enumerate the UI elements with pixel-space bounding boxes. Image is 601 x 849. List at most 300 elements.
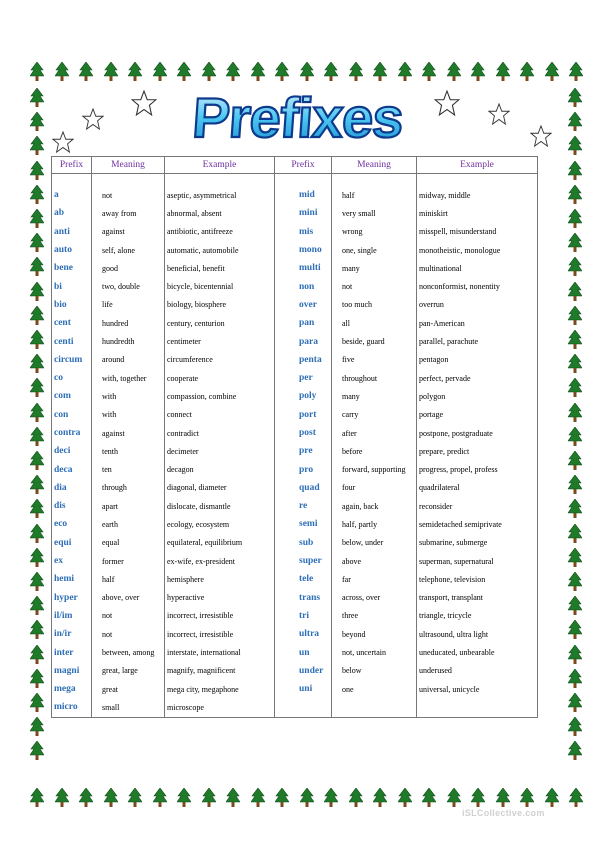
example-cell: superman, supernatural <box>417 552 538 570</box>
tree-icon <box>568 136 582 156</box>
prefix-cell: mini <box>275 204 332 222</box>
example-cell: century, centurion <box>165 314 275 332</box>
example-cell: underused <box>417 662 538 680</box>
tree-icon <box>520 62 534 82</box>
prefix-cell: hyper <box>52 589 92 607</box>
prefix-cell: re <box>275 497 332 515</box>
prefix-cell: micro <box>52 698 92 717</box>
tree-icon <box>568 233 582 253</box>
prefix-cell: mid <box>275 186 332 204</box>
tree-icon <box>55 788 69 808</box>
prefix-cell: il/im <box>52 607 92 625</box>
tree-icon <box>398 62 412 82</box>
table-row <box>52 204 538 222</box>
meaning-cell: life <box>92 296 165 314</box>
tree-icon <box>30 209 44 229</box>
tree-icon <box>569 788 583 808</box>
table-row <box>52 552 538 570</box>
prefix-cell: hemi <box>52 570 92 588</box>
tree-icon <box>30 161 44 181</box>
example-cell: circumference <box>165 351 275 369</box>
tree-icon <box>79 788 93 808</box>
meaning-cell: around <box>92 351 165 369</box>
table-row <box>52 662 538 680</box>
meaning-cell: good <box>92 259 165 277</box>
meaning-cell: wrong <box>332 223 417 241</box>
example-cell: cooperate <box>165 369 275 387</box>
prefix-cell: port <box>275 406 332 424</box>
example-cell: uneducated, unbearable <box>417 643 538 661</box>
tree-icon <box>202 788 216 808</box>
tree-icon <box>422 62 436 82</box>
example-cell: monotheistic, monologue <box>417 241 538 259</box>
tree-icon <box>30 233 44 253</box>
tree-icon <box>568 596 582 616</box>
example-cell: telephone, television <box>417 570 538 588</box>
prefix-cell: post <box>275 424 332 442</box>
star-icon <box>52 131 74 158</box>
tree-icon <box>568 257 582 277</box>
meaning-cell: below, under <box>332 534 417 552</box>
prefix-cell: bi <box>52 277 92 295</box>
table-row <box>52 332 538 350</box>
tree-icon <box>30 451 44 471</box>
example-cell: portage <box>417 406 538 424</box>
example-cell: dislocate, dismantle <box>165 497 275 515</box>
prefix-cell: un <box>275 643 332 661</box>
svg-text:Prefixes: Prefixes <box>190 86 405 149</box>
example-cell: universal, unicycle <box>417 680 538 698</box>
table-row <box>52 369 538 387</box>
example-cell: midway, middle <box>417 186 538 204</box>
star-icon <box>131 90 157 121</box>
example-cell: incorrect, irresistible <box>165 607 275 625</box>
tree-icon <box>568 669 582 689</box>
prefix-cell: para <box>275 332 332 350</box>
example-cell: miniskirt <box>417 204 538 222</box>
prefix-cell: inter <box>52 643 92 661</box>
example-cell: abnormal, absent <box>165 204 275 222</box>
tree-icon <box>568 112 582 132</box>
tree-icon <box>30 112 44 132</box>
meaning-cell: half <box>92 570 165 588</box>
table-row <box>52 607 538 625</box>
meaning-cell: not <box>92 607 165 625</box>
tree-icon <box>422 788 436 808</box>
tree-icon <box>471 788 485 808</box>
tree-icon <box>202 62 216 82</box>
meaning-cell: earth <box>92 515 165 533</box>
meaning-cell: great <box>92 680 165 698</box>
example-cell: ecology, ecosystem <box>165 515 275 533</box>
meaning-cell: five <box>332 351 417 369</box>
tree-icon <box>568 548 582 568</box>
page-title <box>165 85 435 155</box>
meaning-cell: beyond <box>332 625 417 643</box>
table-row <box>52 570 538 588</box>
example-cell: decimeter <box>165 442 275 460</box>
meaning-cell: with <box>92 387 165 405</box>
example-cell: incorrect, irresistible <box>165 625 275 643</box>
prefix-cell: mono <box>275 241 332 259</box>
meaning-cell: between, among <box>92 643 165 661</box>
prefix-cell: anti <box>52 223 92 241</box>
table-row <box>52 351 538 369</box>
table-row <box>52 479 538 497</box>
tree-icon <box>324 62 338 82</box>
tree-icon <box>568 403 582 423</box>
tree-icon <box>30 427 44 447</box>
column-header: Prefix <box>275 157 332 174</box>
prefix-cell: tri <box>275 607 332 625</box>
tree-icon <box>30 282 44 302</box>
tree-icon <box>30 330 44 350</box>
example-cell <box>417 698 538 717</box>
example-cell: triangle, tricycle <box>417 607 538 625</box>
prefix-cell: penta <box>275 351 332 369</box>
meaning-cell: ten <box>92 460 165 478</box>
meaning-cell: carry <box>332 406 417 424</box>
example-cell: progress, propel, profess <box>417 460 538 478</box>
meaning-cell: two, double <box>92 277 165 295</box>
meaning-cell: small <box>92 698 165 717</box>
star-icon <box>82 108 104 135</box>
prefix-cell <box>275 698 332 717</box>
meaning-cell: above <box>332 552 417 570</box>
tree-icon <box>30 257 44 277</box>
meaning-cell: equal <box>92 534 165 552</box>
prefix-cell: over <box>275 296 332 314</box>
tree-icon <box>30 88 44 108</box>
tree-icon <box>568 451 582 471</box>
tree-icon <box>79 62 93 82</box>
table-row <box>52 406 538 424</box>
prefix-cell: dis <box>52 497 92 515</box>
prefix-cell: com <box>52 387 92 405</box>
tree-icon <box>568 354 582 374</box>
star-icon <box>434 90 460 121</box>
example-cell: quadrilateral <box>417 479 538 497</box>
tree-icon <box>373 788 387 808</box>
example-cell: equilateral, equilibrium <box>165 534 275 552</box>
tree-icon <box>30 185 44 205</box>
meaning-cell: not <box>332 277 417 295</box>
table-row <box>52 534 538 552</box>
tree-icon <box>568 645 582 665</box>
example-cell: microscope <box>165 698 275 717</box>
meaning-cell: tenth <box>92 442 165 460</box>
example-cell: compassion, combine <box>165 387 275 405</box>
prefix-cell: deca <box>52 460 92 478</box>
example-cell: antibiotic, antifreeze <box>165 223 275 241</box>
tree-icon <box>300 62 314 82</box>
tree-icon <box>568 282 582 302</box>
tree-icon <box>275 788 289 808</box>
meaning-cell: many <box>332 387 417 405</box>
prefix-cell: con <box>52 406 92 424</box>
tree-icon <box>568 741 582 761</box>
meaning-cell: beside, guard <box>332 332 417 350</box>
tree-icon <box>104 62 118 82</box>
meaning-cell: self, alone <box>92 241 165 259</box>
example-cell: interstate, international <box>165 643 275 661</box>
prefix-cell: uni <box>275 680 332 698</box>
table-row <box>52 497 538 515</box>
meaning-cell: throughout <box>332 369 417 387</box>
prefix-cell: under <box>275 662 332 680</box>
table-row <box>52 643 538 661</box>
meaning-cell: with, together <box>92 369 165 387</box>
prefix-cell: ultra <box>275 625 332 643</box>
table-row <box>52 186 538 204</box>
example-cell: beneficial, benefit <box>165 259 275 277</box>
tree-icon <box>30 596 44 616</box>
meaning-cell: not <box>92 186 165 204</box>
example-cell: overrun <box>417 296 538 314</box>
tree-icon <box>496 788 510 808</box>
prefix-cell: magni <box>52 662 92 680</box>
example-cell: magnify, magnificent <box>165 662 275 680</box>
prefix-table <box>51 156 538 718</box>
example-cell: semidetached semiprivate <box>417 515 538 533</box>
example-cell: hemisphere <box>165 570 275 588</box>
tree-icon <box>30 669 44 689</box>
tree-icon <box>30 62 44 82</box>
example-cell: centimeter <box>165 332 275 350</box>
tree-icon <box>177 788 191 808</box>
tree-icon <box>30 548 44 568</box>
tree-icon <box>568 185 582 205</box>
tree-icon <box>251 788 265 808</box>
prefix-cell: auto <box>52 241 92 259</box>
tree-icon <box>447 788 461 808</box>
prefix-cell: centi <box>52 332 92 350</box>
table-row <box>52 296 538 314</box>
example-cell: pentagon <box>417 351 538 369</box>
example-cell: bicycle, bicentennial <box>165 277 275 295</box>
meaning-cell: not, uncertain <box>332 643 417 661</box>
column-header: Example <box>165 157 275 174</box>
example-cell: connect <box>165 406 275 424</box>
meaning-cell: many <box>332 259 417 277</box>
watermark: iSLCollective.com <box>462 808 545 818</box>
prefix-cell: ab <box>52 204 92 222</box>
tree-icon <box>568 693 582 713</box>
table-row <box>52 589 538 607</box>
tree-icon <box>30 572 44 592</box>
example-cell: hyperactive <box>165 589 275 607</box>
column-header: Prefix <box>52 157 92 174</box>
table-header-row <box>52 157 538 174</box>
tree-icon <box>30 499 44 519</box>
meaning-cell: hundredth <box>92 332 165 350</box>
column-header: Meaning <box>92 157 165 174</box>
prefix-cell: per <box>275 369 332 387</box>
prefix-cell: dia <box>52 479 92 497</box>
tree-icon <box>30 717 44 737</box>
prefix-cell: semi <box>275 515 332 533</box>
tree-icon <box>128 62 142 82</box>
example-cell: mega city, megaphone <box>165 680 275 698</box>
tree-icon <box>30 306 44 326</box>
meaning-cell: apart <box>92 497 165 515</box>
table-row <box>52 259 538 277</box>
tree-icon <box>177 62 191 82</box>
meaning-cell: against <box>92 424 165 442</box>
tree-icon <box>226 62 240 82</box>
table-row <box>52 698 538 717</box>
tree-icon <box>30 354 44 374</box>
table-spacer-row <box>52 174 538 187</box>
prefix-cell: poly <box>275 387 332 405</box>
star-icon <box>488 103 510 130</box>
tree-icon <box>104 788 118 808</box>
tree-icon <box>30 693 44 713</box>
example-cell: diagonal, diameter <box>165 479 275 497</box>
meaning-cell: before <box>332 442 417 460</box>
tree-icon <box>153 62 167 82</box>
tree-icon <box>251 62 265 82</box>
prefix-cell: cent <box>52 314 92 332</box>
tree-icon <box>545 788 559 808</box>
example-cell: aseptic, asymmetrical <box>165 186 275 204</box>
table-row <box>52 442 538 460</box>
prefix-cell: mega <box>52 680 92 698</box>
meaning-cell: through <box>92 479 165 497</box>
example-cell: perfect, pervade <box>417 369 538 387</box>
prefix-cell: sub <box>275 534 332 552</box>
tree-icon <box>568 717 582 737</box>
prefix-cell: bio <box>52 296 92 314</box>
table-row <box>52 625 538 643</box>
star-icon <box>530 125 552 152</box>
example-cell: ex-wife, ex-president <box>165 552 275 570</box>
meaning-cell: great, large <box>92 662 165 680</box>
meaning-cell: all <box>332 314 417 332</box>
meaning-cell: one, single <box>332 241 417 259</box>
tree-icon <box>568 475 582 495</box>
meaning-cell: half, partly <box>332 515 417 533</box>
table-row <box>52 314 538 332</box>
meaning-cell: hundred <box>92 314 165 332</box>
prefix-cell: deci <box>52 442 92 460</box>
example-cell: nonconformist, nonentity <box>417 277 538 295</box>
meaning-cell: across, over <box>332 589 417 607</box>
prefix-cell: mis <box>275 223 332 241</box>
example-cell: pan-American <box>417 314 538 332</box>
tree-icon <box>30 524 44 544</box>
table-row <box>52 277 538 295</box>
tree-icon <box>568 524 582 544</box>
tree-icon <box>447 62 461 82</box>
tree-icon <box>30 475 44 495</box>
tree-icon <box>30 620 44 640</box>
tree-icon <box>568 378 582 398</box>
prefix-cell: trans <box>275 589 332 607</box>
prefix-cell: multi <box>275 259 332 277</box>
example-cell: postpone, postgraduate <box>417 424 538 442</box>
tree-icon <box>520 788 534 808</box>
table-row <box>52 424 538 442</box>
table-row <box>52 387 538 405</box>
example-cell: biology, biosphere <box>165 296 275 314</box>
table-row <box>52 241 538 259</box>
tree-icon <box>545 62 559 82</box>
meaning-cell: below <box>332 662 417 680</box>
prefix-cell: tele <box>275 570 332 588</box>
prefix-cell: co <box>52 369 92 387</box>
example-cell: reconsider <box>417 497 538 515</box>
prefix-cell: quad <box>275 479 332 497</box>
tree-icon <box>349 788 363 808</box>
meaning-cell: forward, supporting <box>332 460 417 478</box>
column-header: Example <box>417 157 538 174</box>
meaning-cell: away from <box>92 204 165 222</box>
tree-icon <box>300 788 314 808</box>
tree-icon <box>30 403 44 423</box>
meaning-cell: former <box>92 552 165 570</box>
example-cell: misspell, misunderstand <box>417 223 538 241</box>
prefix-cell: pan <box>275 314 332 332</box>
tree-icon <box>568 499 582 519</box>
example-cell: ultrasound, ultra light <box>417 625 538 643</box>
table-row <box>52 223 538 241</box>
example-cell: submarine, submerge <box>417 534 538 552</box>
meaning-cell: half <box>332 186 417 204</box>
prefix-cell: circum <box>52 351 92 369</box>
meaning-cell: three <box>332 607 417 625</box>
tree-icon <box>30 788 44 808</box>
meaning-cell: not <box>92 625 165 643</box>
example-cell: contradict <box>165 424 275 442</box>
prefix-cell: super <box>275 552 332 570</box>
tree-icon <box>30 645 44 665</box>
prefix-cell: pro <box>275 460 332 478</box>
tree-icon <box>153 788 167 808</box>
example-cell: multinational <box>417 259 538 277</box>
tree-icon <box>55 62 69 82</box>
prefix-cell: pre <box>275 442 332 460</box>
tree-icon <box>568 161 582 181</box>
tree-icon <box>568 620 582 640</box>
tree-icon <box>30 136 44 156</box>
tree-icon <box>226 788 240 808</box>
example-cell: parallel, parachute <box>417 332 538 350</box>
tree-icon <box>568 209 582 229</box>
example-cell: decagon <box>165 460 275 478</box>
meaning-cell <box>332 698 417 717</box>
prefix-cell: non <box>275 277 332 295</box>
meaning-cell: with <box>92 406 165 424</box>
tree-icon <box>324 788 338 808</box>
meaning-cell: one <box>332 680 417 698</box>
meaning-cell: above, over <box>92 589 165 607</box>
example-cell: automatic, automobile <box>165 241 275 259</box>
tree-icon <box>568 572 582 592</box>
prefix-cell: ex <box>52 552 92 570</box>
prefix-cell: eco <box>52 515 92 533</box>
example-cell: prepare, predict <box>417 442 538 460</box>
table-row <box>52 515 538 533</box>
prefix-cell: contra <box>52 424 92 442</box>
meaning-cell: too much <box>332 296 417 314</box>
meaning-cell: after <box>332 424 417 442</box>
prefix-cell: bene <box>52 259 92 277</box>
prefix-cell: a <box>52 186 92 204</box>
meaning-cell: four <box>332 479 417 497</box>
table-row <box>52 680 538 698</box>
tree-icon <box>471 62 485 82</box>
